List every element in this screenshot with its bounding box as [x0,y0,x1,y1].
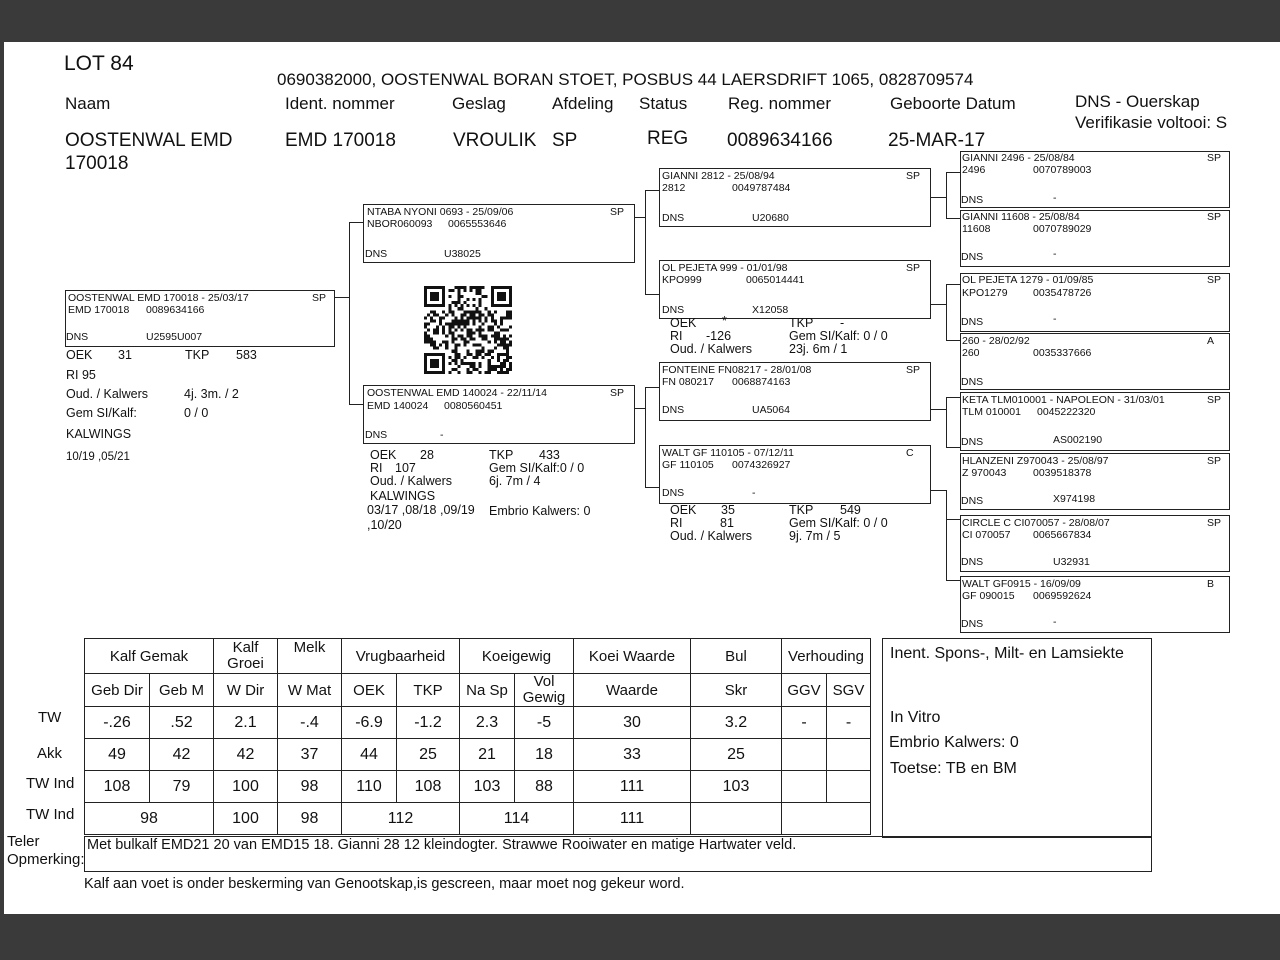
ind-cell: 111 [574,771,691,803]
animal-name-2: 170018 [65,153,129,174]
ggp-dns-value: AS002190 [1053,434,1103,446]
subject-oek-label: OEK [66,348,93,362]
akk-cell: 33 [574,739,691,771]
ggp-title: CIRCLE C CI070057 - 28/08/07 [962,517,1110,529]
ggp-reg: 0035478726 [1033,287,1092,299]
subject-dns-label: DNS [66,331,89,343]
subject-ri: RI 95 [66,368,96,382]
animal-reg: 0089634166 [727,130,833,151]
group-kalf-groei: Kalf Groei [214,639,278,674]
col-geslag: Geslag [452,94,506,113]
col-reg: Reg. nommer [728,94,831,113]
ggp-reg: 0070789029 [1033,223,1092,235]
sire-reg: 0065553646 [448,218,507,230]
subject-age-label: Oud. / Kalwers [66,387,148,401]
ggp-section: A [1207,335,1215,347]
tw-cell: -.4 [278,707,342,739]
gd1-tkp-label: TKP [789,316,814,330]
dam-oek-value: 28 [420,448,434,462]
gd1-age-value: 23j. 6m / 1 [789,342,848,356]
ggp-dns-label: DNS [961,618,984,630]
gp-title: OL PEJETA 999 - 01/01/98 [662,262,788,274]
footer-note: Kalf aan voet is onder beskerming van Genootskap,is gescreen, maar moet nog gekeur word. [84,876,685,892]
tw-cell: -1.2 [397,707,460,739]
ind-cell: 103 [460,771,515,803]
group-melk: Melk [278,639,342,674]
gp-dns-label: DNS [662,212,685,224]
great-grandparent-box [960,453,1230,510]
gp-ident: GF 110105 [662,459,714,471]
ggp-reg: 0069592624 [1033,590,1092,602]
breeder-label: Teler [7,833,40,850]
group-koei-waarde: Koei Waarde [574,639,691,674]
akk-cell: 25 [691,739,782,771]
gd1-tkp-value: - [840,316,845,330]
dam-section: SP [610,387,625,399]
remark-box [84,836,1152,872]
subject-kalwings-dates: 10/19 ,05/21 [66,451,130,463]
akk-cell: 42 [150,739,214,771]
row-label-tw-ind: TW Ind [26,775,75,792]
group-vrugbaarheid: Vrugbaarheid [342,639,460,674]
gp-dns-value: X12058 [752,304,789,316]
tw-cell: 2.1 [214,707,278,739]
col-naam: Naam [65,94,111,113]
gp-section: SP [906,170,921,182]
akk-cell [782,739,827,771]
ggp-dns-value: X974198 [1053,493,1096,505]
ggp-ident: 2496 [962,164,986,176]
tests-note: Toetse: TB en BM [890,760,1017,777]
ind-cell: 88 [515,771,574,803]
ind-cell [827,771,871,803]
ind2-cell: 98 [85,803,214,835]
subject-gem-label: Gem SI/Kalf: [66,406,137,420]
ggp-title: 260 - 28/02/92 [962,335,1030,347]
great-grandparent-box [960,392,1230,451]
ggp-section: SP [1207,394,1222,406]
ggp-dns-label: DNS [961,495,984,507]
dam-age-label: Oud. / Kalwers [370,474,452,488]
gd2-gem: Gem SI/Kalf: 0 / 0 [789,516,888,530]
col-ident: Ident. nommer [285,94,395,113]
gd2-tkp-label: TKP [789,503,814,517]
gd2-oek-label: OEK [670,503,697,517]
subject-tkp-value: 583 [236,348,257,362]
ggp-ident: TLM 010001 [962,406,1021,418]
tw-cell: - [782,707,827,739]
gp-section: SP [906,364,921,376]
ggp-dns-label: DNS [961,251,984,263]
gp-title: WALT GF 110105 - 07/12/11 [662,447,794,459]
subject-tkp-label: TKP [185,348,210,362]
animal-ident: EMD 170018 [285,130,396,151]
ind2-cell: 111 [574,803,691,835]
gd2-oek-value: 35 [721,503,735,517]
ggp-section: SP [1207,152,1222,164]
gd2-ri-value: 81 [720,516,734,530]
ind-cell [782,771,827,803]
gp-reg: 0068874163 [732,376,791,388]
gp-ident: KPO999 [662,274,702,286]
subject-ident: EMD 170018 [68,304,130,316]
dam-ri-value: 107 [395,461,416,475]
ggp-dns-value: - [1053,313,1057,325]
akk-cell [827,739,871,771]
gp-ident: 2812 [662,182,686,194]
sub-sgv: SGV [827,674,871,707]
ggp-reg: 0065667834 [1033,529,1092,541]
great-grandparent-box [960,515,1230,572]
row-label-tw: TW [38,709,62,726]
great-grandparent-box [960,273,1230,332]
gd2-tkp-value: 549 [840,503,861,517]
ggp-ident: Z 970043 [962,467,1007,479]
subject-section: SP [312,292,327,304]
group-kalf-gemak: Kalf Gemak [85,639,214,674]
ind-cell: 108 [85,771,150,803]
ggp-section: B [1207,578,1215,590]
subject-dns-value: U2595U007 [146,331,203,343]
gd1-gem: Gem SI/Kalf: 0 / 0 [789,329,888,343]
gd1-ri-value: -126 [706,329,732,343]
tw-cell: - [827,707,871,739]
dam-kalwings-dates-1: 03/17 ,08/18 ,09/19 [367,503,475,517]
ggp-dns-value: - [1053,616,1057,628]
sire-title: NTABA NYONI 0693 - 25/09/06 [367,206,514,218]
row-label-tw-ind-2: TW Ind [26,806,75,823]
gp-title: GIANNI 2812 - 25/08/94 [662,170,775,182]
animal-section: SP [552,130,578,151]
qr-code [424,286,512,374]
ebv-row-tw [85,707,871,739]
tw-cell: .52 [150,707,214,739]
subject-pedigree-box [65,290,335,347]
gp-section: C [906,447,914,459]
ggp-dns-label: DNS [961,194,984,206]
dam-tkp-label: TKP [489,448,514,462]
tw-cell: 3.2 [691,707,782,739]
gp-reg: 0049787484 [732,182,791,194]
subject-age-value: 4j. 3m. / 2 [184,387,239,401]
lot-number: LOT 84 [64,52,134,75]
dam-dns-label: DNS [365,429,388,441]
ind-cell: 79 [150,771,214,803]
gd2-age-label: Oud. / Kalwers [670,529,752,543]
sub-w-dir: W Dir [214,674,278,707]
ind-cell: 98 [278,771,342,803]
ggp-dns-value: - [1053,248,1057,260]
ggp-title: GIANNI 11608 - 25/08/84 [962,211,1080,223]
ggp-section: SP [1207,274,1222,286]
ggp-dns-label: DNS [961,316,984,328]
akk-cell: 18 [515,739,574,771]
tw-cell: -5 [515,707,574,739]
sire-box [363,204,635,263]
dam-reg: 0080560451 [444,400,503,412]
grandparent-box [659,260,931,319]
gd2-age-value: 9j. 7m / 5 [789,529,841,543]
sub-waarde: Waarde [574,674,691,707]
great-grandparent-box [960,576,1230,633]
gp-reg: 0065014441 [746,274,805,286]
subject-title: OOSTENWAL EMD 170018 - 25/03/17 [68,292,249,304]
ind-cell: 110 [342,771,397,803]
ind2-cell: 100 [214,803,278,835]
gp-section: SP [906,262,921,274]
ggp-ident: KPO1279 [962,287,1008,299]
owner-line: 0690382000, OOSTENWAL BORAN STOET, POSBUS 44 LAERSDRIFT 1065, 0828709574 [277,70,974,89]
ggp-ident: GF 090015 [962,590,1015,602]
sub-oek: OEK [342,674,397,707]
ggp-reg: 0070789003 [1033,164,1092,176]
ind2-cell [691,803,782,835]
ebv-row-akk [85,739,871,771]
ggp-ident: 11608 [962,223,991,235]
group-verhouding: Verhouding [782,639,871,674]
embryo-calves-note: Embrio Kalwers: 0 [889,734,1019,751]
remark-label: Opmerking: [7,851,85,868]
ind2-cell: 98 [278,803,342,835]
ggp-reg: 0045222320 [1037,406,1096,418]
ggp-title: WALT GF0915 - 16/09/09 [962,578,1081,590]
dam-box [363,385,635,444]
animal-sex: VROULIK [453,130,537,151]
ind-cell: 103 [691,771,782,803]
col-status: Status [639,94,688,113]
sub-na-sp: Na Sp [460,674,515,707]
subject-oek-value: 31 [118,348,132,362]
ggp-title: KETA TLM010001 - NAPOLEON - 31/03/01 [962,394,1165,406]
row-label-akk: Akk [37,745,63,762]
ebv-row-tw-ind-grouped [85,803,871,835]
health-info-box [882,638,1152,838]
gp-dns-label: DNS [662,404,685,416]
akk-cell: 21 [460,739,515,771]
remark-text: Met bulkalf EMD21 20 van EMD15 18. Gianni 28 12 kleindogter. Strawwe Rooiwater en matige Hartwater veld. [87,837,797,853]
dam-tkp-value: 433 [539,448,560,462]
in-vitro-note: In Vitro [890,709,941,726]
dam-age-value: 6j. 7m / 4 [489,474,541,488]
tw-cell: -.26 [85,707,150,739]
tw-cell: 2.3 [460,707,515,739]
sub-geb-m: Geb M [150,674,214,707]
sire-ident: NBOR060093 [367,218,433,230]
dam-oek-label: OEK [370,448,397,462]
group-koeigewig: Koeigewig [460,639,574,674]
great-grandparent-box [960,333,1230,390]
sire-dns-value: U38025 [444,248,481,260]
sub-ggv: GGV [782,674,827,707]
dam-title: OOSTENWAL EMD 140024 - 22/11/14 [367,387,547,399]
akk-cell: 49 [85,739,150,771]
ggp-ident: 260 [962,347,980,359]
sire-dns-label: DNS [365,248,388,260]
tw-cell: -6.9 [342,707,397,739]
vaccination-note: Inent. Spons-, Milt- en Lamsiekte [890,645,1124,662]
ggp-reg: 0035337666 [1033,347,1092,359]
dam-ident: EMD 140024 [367,400,429,412]
gd1-ri-label: RI [670,329,683,343]
ebv-table [84,638,871,835]
grandparent-box [659,445,931,504]
dam-kalwings: KALWINGS [370,489,436,503]
gp-ident: FN 080217 [662,376,714,388]
ggp-title: OL PEJETA 1279 - 01/09/85 [962,274,1094,286]
dam-ri-label: RI [370,461,383,475]
grandparent-box [659,362,931,421]
dam-gem: Gem SI/Kalf:0 / 0 [489,461,585,475]
gd1-oek-label: OEK [670,316,697,330]
great-grandparent-box [960,151,1230,208]
gp-reg: 0074326927 [732,459,791,471]
ggp-section: SP [1207,455,1222,467]
dns-parentage: DNS - Ouerskap [1075,92,1200,111]
ggp-section: SP [1207,211,1222,223]
ggp-dns-value: - [1053,192,1057,204]
animal-dob: 25-MAR-17 [888,130,986,151]
gd2-ri-label: RI [670,516,683,530]
sub-geb-dir: Geb Dir [85,674,150,707]
sire-section: SP [610,206,625,218]
subject-kalwings: KALWINGS [66,427,132,441]
group-bul: Bul [691,639,782,674]
ggp-title: GIANNI 2496 - 25/08/84 [962,152,1075,164]
ggp-dns-label: DNS [961,556,984,568]
gd1-age-label: Oud. / Kalwers [670,342,752,356]
gp-dns-value: UA5064 [752,404,790,416]
ind2-cell: 114 [460,803,574,835]
dam-dns-value: - [440,429,444,441]
sub-tkp: TKP [397,674,460,707]
akk-cell: 44 [342,739,397,771]
col-geboorte: Geboorte Datum [890,94,1016,113]
subject-gem-value: 0 / 0 [184,406,209,420]
dam-embrio: Embrio Kalwers: 0 [489,504,591,518]
ggp-reg: 0039518378 [1033,467,1092,479]
gp-dns-label: DNS [662,487,685,499]
gp-title: FONTEINE FN08217 - 28/01/08 [662,364,812,376]
animal-name-1: OOSTENWAL EMD [65,130,233,151]
great-grandparent-box [960,210,1230,267]
akk-cell: 25 [397,739,460,771]
ind-cell: 108 [397,771,460,803]
sub-vol-gewig: Vol Gewig [515,674,574,707]
sub-w-mat: W Mat [278,674,342,707]
akk-cell: 42 [214,739,278,771]
animal-status: REG [647,128,689,149]
catalogue-page [4,42,1280,914]
tw-cell: 30 [574,707,691,739]
gd1-oek-value: * [722,314,727,328]
ind2-cell: 112 [342,803,460,835]
ggp-dns-label: DNS [961,376,984,388]
grandparent-box [659,168,931,227]
ggp-title: HLANZENI Z970043 - 25/08/97 [962,455,1109,467]
subject-reg: 0089634166 [146,304,205,316]
gp-dns-value: - [752,487,756,499]
ggp-dns-label: DNS [961,436,984,448]
ggp-section: SP [1207,517,1222,529]
ind-cell: 100 [214,771,278,803]
akk-cell: 37 [278,739,342,771]
col-afdeling: Afdeling [552,94,614,113]
ggp-ident: CI 070057 [962,529,1011,541]
gp-dns-value: U20680 [752,212,789,224]
dam-kalwings-dates-2: ,10/20 [367,518,402,532]
ebv-row-tw-ind [85,771,871,803]
ind2-cell [782,803,871,835]
gp-dns-label: DNS [662,304,685,316]
sub-skr: Skr [691,674,782,707]
ggp-dns-value: U32931 [1053,556,1090,568]
verification: Verifikasie voltooi: S [1075,113,1228,132]
